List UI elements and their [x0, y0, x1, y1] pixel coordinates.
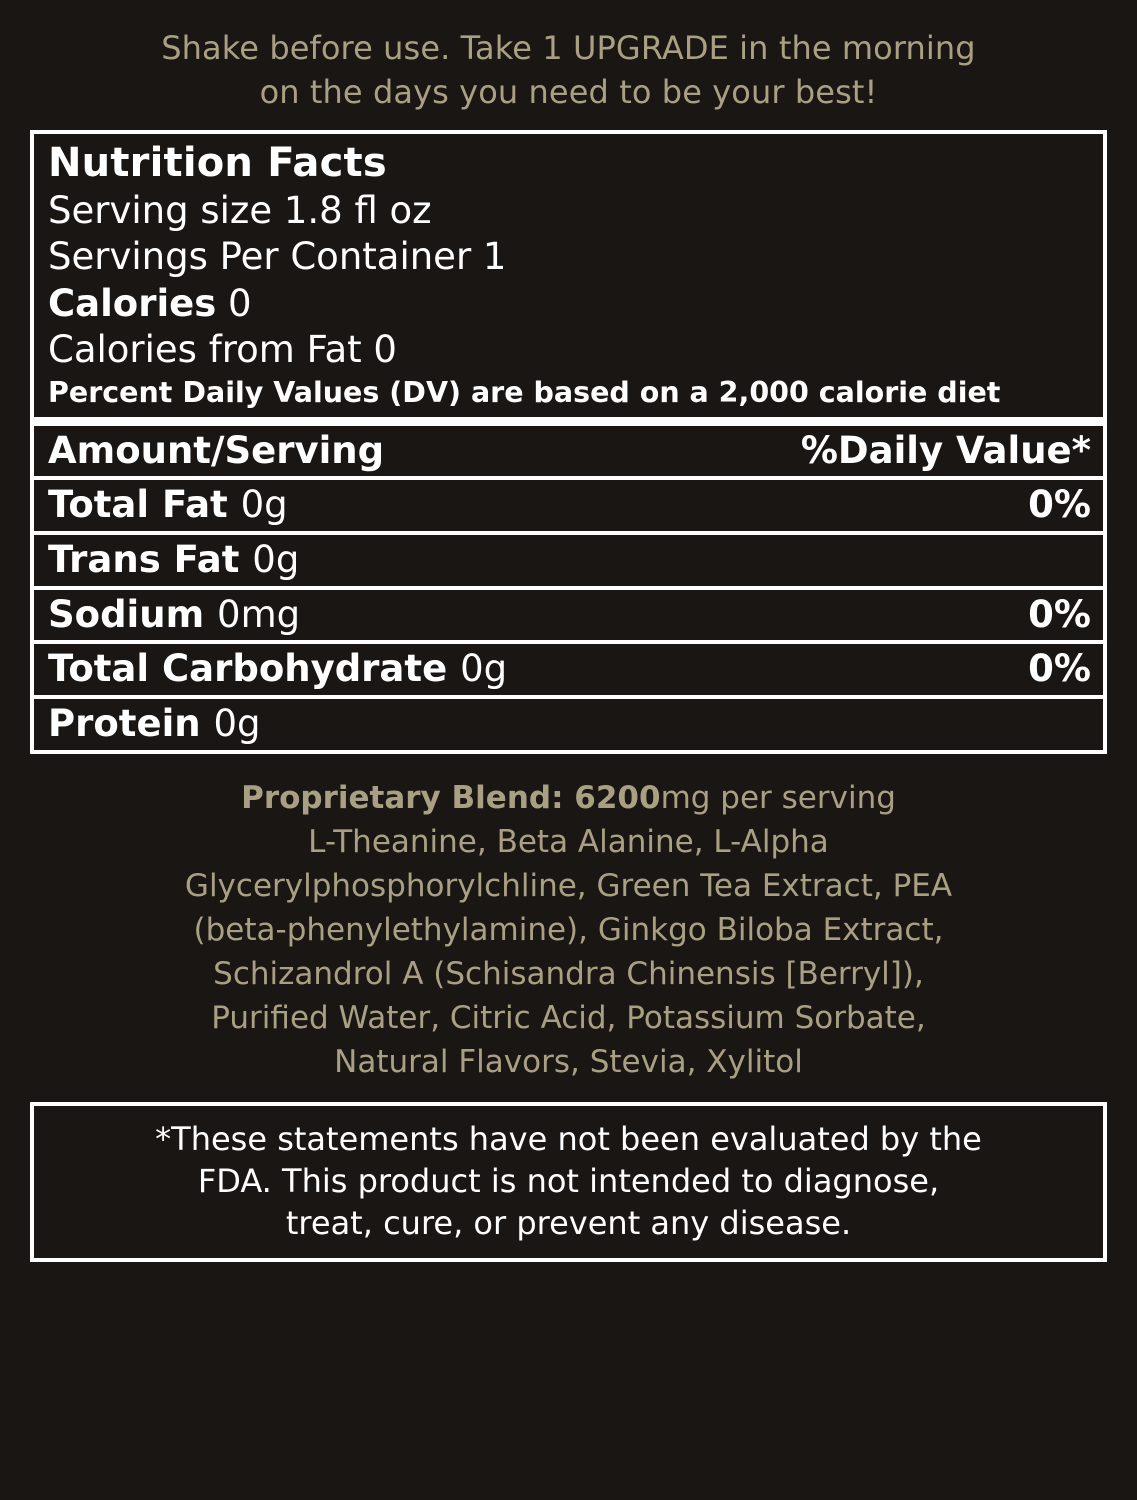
calories-value: 0 [228, 281, 252, 325]
nutrient-label [48, 647, 507, 691]
ingredient-line: (beta-phenylethylamine), Ginkgo Biloba Extract, [193, 911, 944, 948]
nutrient-amount: 0g [213, 701, 261, 745]
ingredient-line: Natural Flavors, Stevia, Xylitol [334, 1043, 803, 1080]
nutrient-dv: 0% [1028, 647, 1091, 691]
ingredient-line: L-Theanine, Beta Alanine, L-Alpha [308, 823, 829, 860]
nutrient-amount: 0g [460, 647, 508, 691]
disclaimer-line: *These statements have not been evaluated by the [155, 1119, 982, 1158]
nutrient-name: Sodium [48, 592, 205, 636]
table-row [34, 535, 1103, 586]
directions-line-1: Shake before use. Take 1 UPGRADE in the morning [161, 29, 976, 67]
nutrition-facts-title: Nutrition Facts [48, 140, 387, 187]
calories-from-fat-value: 0 [373, 328, 397, 372]
disclaimer-line: FDA. This product is not intended to diagnose, [197, 1161, 940, 1200]
ingredient-line: Schizandrol A (Schisandra Chinensis [Berryl]), [213, 955, 924, 992]
nutrient-dv: 0% [1028, 592, 1091, 636]
daily-value-note: Percent Daily Values (DV) are based on a 2,000 calorie diet [48, 375, 1001, 409]
nutrient-label [48, 538, 299, 582]
blend-heading-amount: Proprietary Blend: 6200 [241, 779, 661, 816]
ingredient-line: Glycerylphosphorylchline, Green Tea Extract, PEA [184, 867, 953, 904]
nutrition-table-header [34, 426, 1103, 477]
servings-per-container: Servings Per Container 1 [48, 235, 507, 279]
directions-line-2: on the days you need to be your best! [259, 73, 878, 112]
blend-heading-unit: mg per serving [660, 779, 896, 816]
table-row [34, 480, 1103, 531]
nutrient-amount: 0mg [217, 592, 301, 636]
nutrient-name: Trans Fat [48, 537, 240, 581]
ingredient-line: Purified Water, Citric Acid, Potassium Sorbate, [211, 999, 926, 1036]
disclaimer-line: treat, cure, or prevent any disease. [285, 1204, 852, 1243]
calories-from-fat-label: Calories from Fat [48, 328, 362, 372]
table-row [34, 590, 1103, 641]
divider-thick [34, 417, 1103, 426]
nutrient-label [48, 483, 288, 527]
nutrient-name: Protein [48, 701, 201, 745]
nutrition-facts-header [34, 134, 1103, 416]
table-row [34, 699, 1103, 750]
nutrient-name: Total Carbohydrate [48, 647, 448, 691]
nutrient-amount: 0g [252, 537, 300, 581]
header-daily-value: %Daily Value* [800, 428, 1091, 472]
directions-text [30, 0, 1107, 114]
nutrient-label [48, 702, 261, 746]
nutrient-name: Total Fat [48, 483, 228, 527]
calories-label: Calories [48, 281, 217, 325]
table-row [34, 644, 1103, 695]
serving-size: Serving size 1.8 fl oz [48, 188, 432, 232]
nutrient-dv: 0% [1028, 483, 1091, 527]
proprietary-blend [30, 776, 1107, 1084]
nutrient-amount: 0g [240, 483, 288, 527]
header-amount-serving: Amount/Serving [48, 428, 385, 472]
blend-heading [30, 776, 1107, 820]
nutrient-label [48, 593, 300, 637]
nutrition-facts-panel [30, 130, 1107, 753]
calories-row [48, 281, 1091, 328]
fda-disclaimer [30, 1102, 1107, 1263]
calories-from-fat-row [48, 327, 1091, 374]
